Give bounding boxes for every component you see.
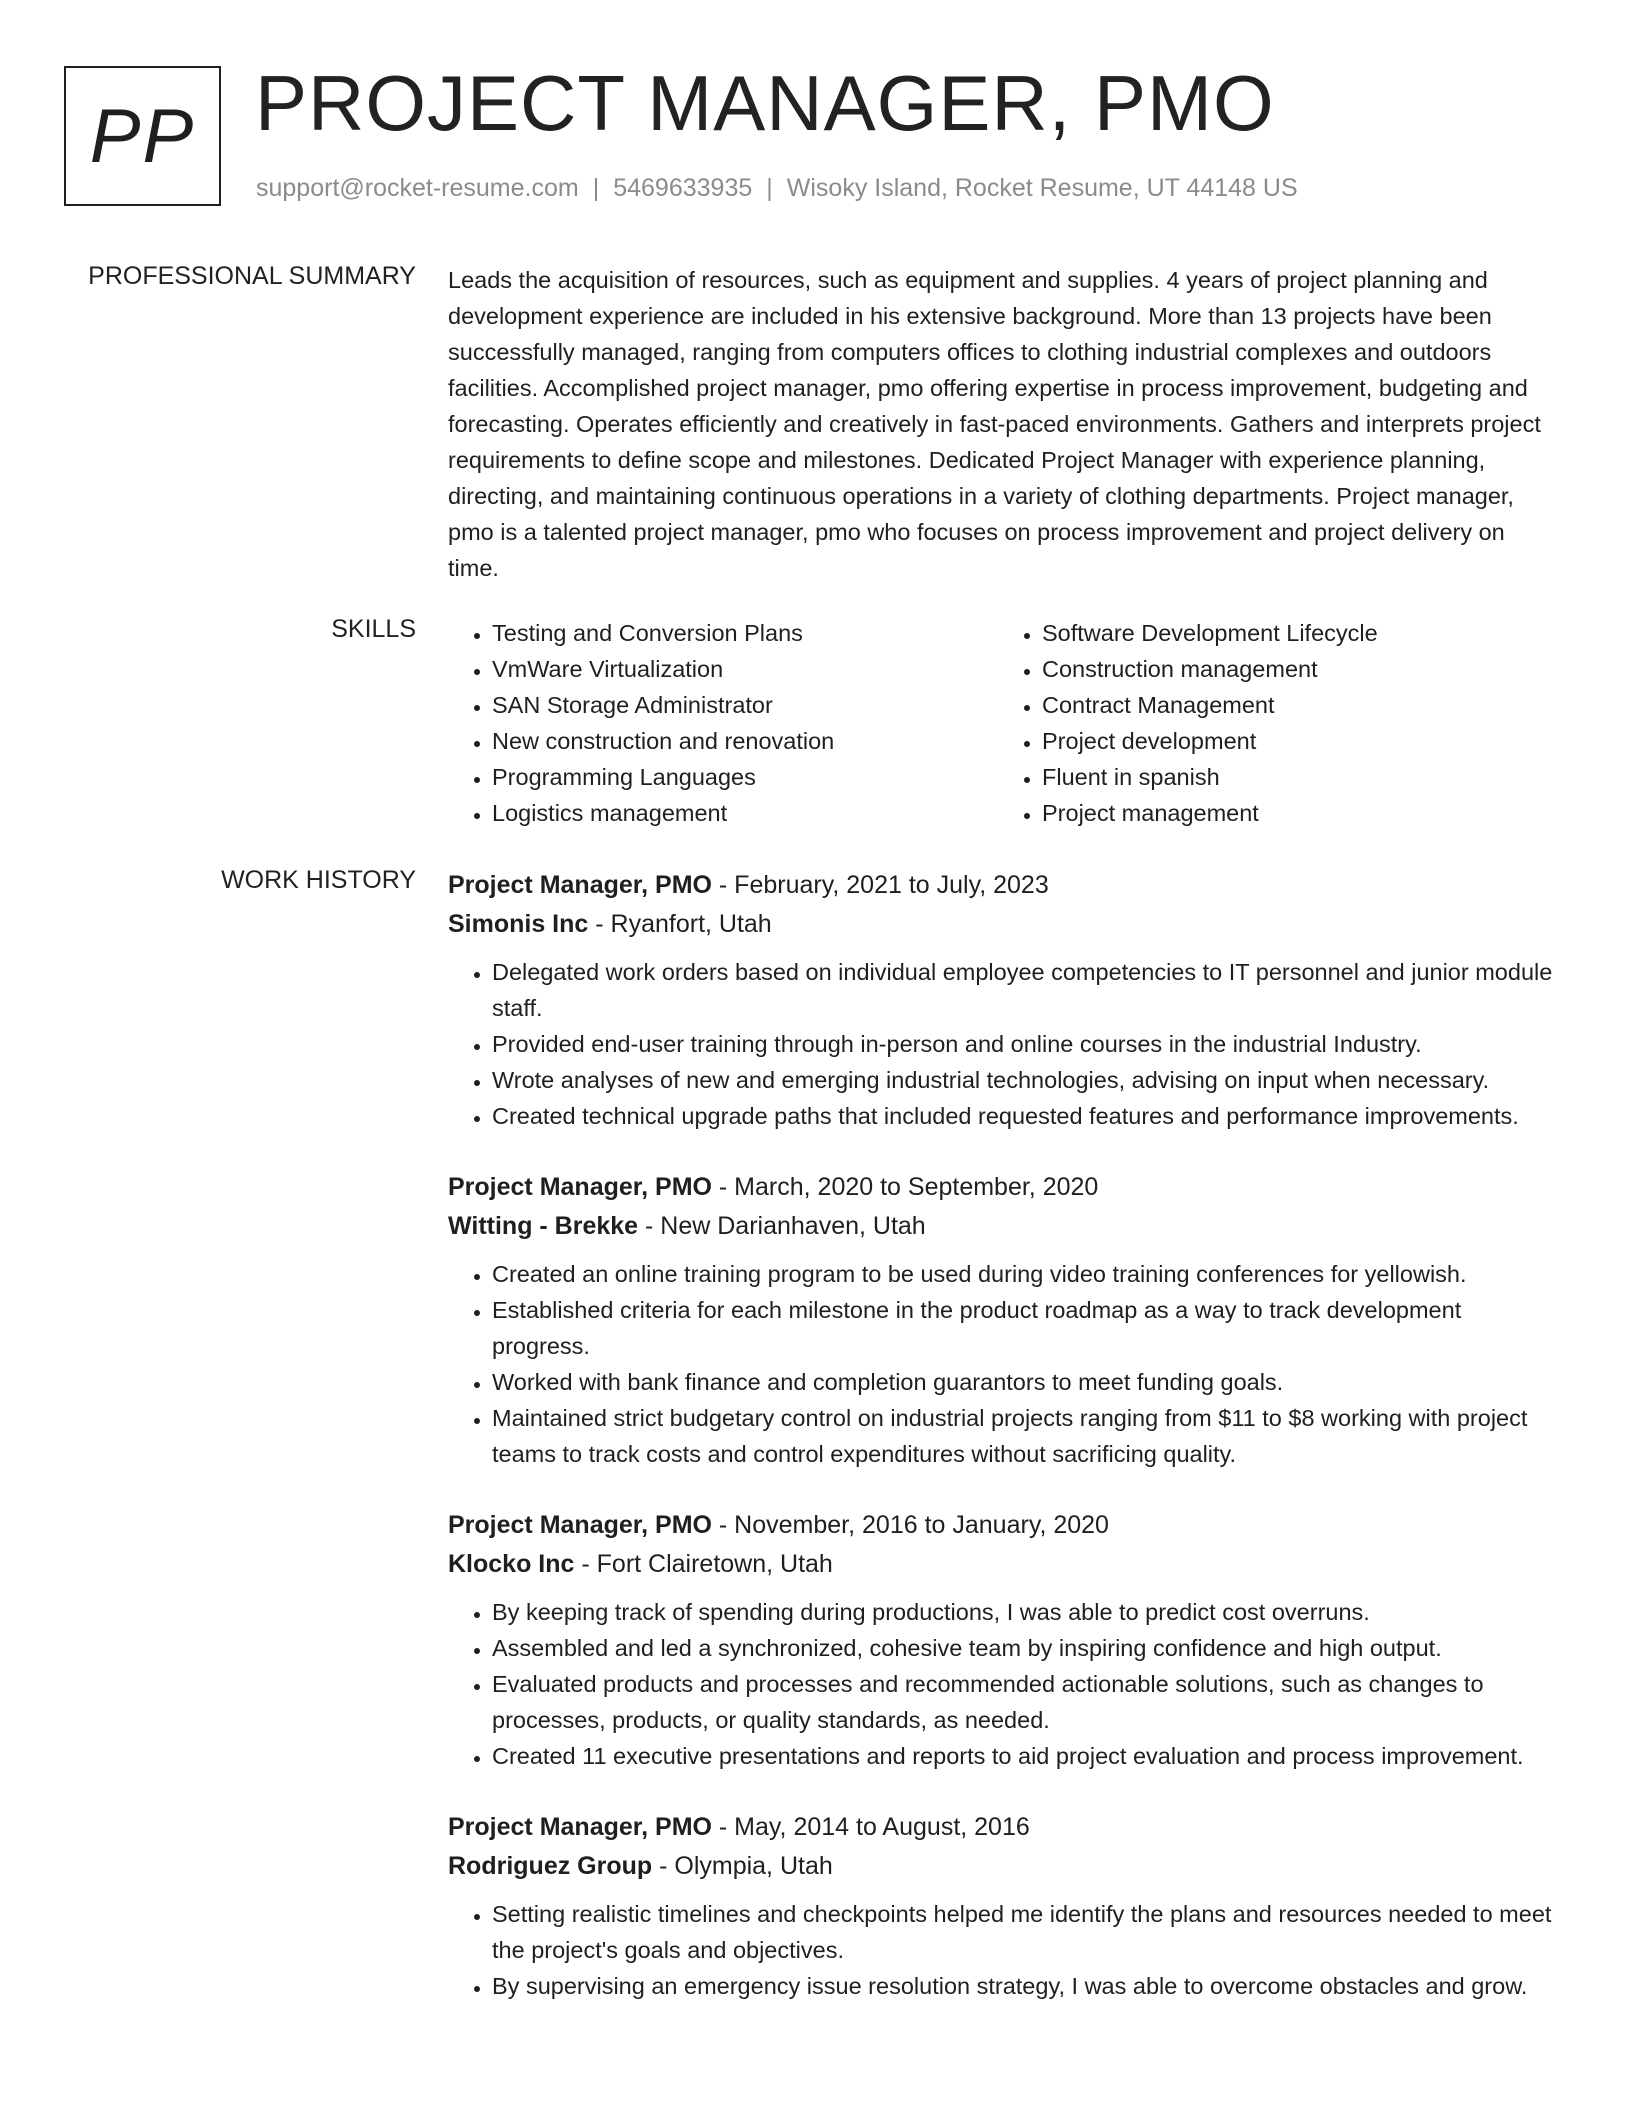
skill-item: • Software Development Lifecycle: [1042, 615, 1548, 651]
job-bullet: • By keeping track of spending during productions, I was able to predict cost overruns.: [492, 1594, 1560, 1630]
job-company-line: [448, 1545, 1560, 1584]
skill-item: • Testing and Conversion Plans: [492, 615, 998, 651]
job-entry: [448, 866, 1560, 1134]
contact-separator: |: [592, 174, 600, 202]
job-bullet-list: [448, 1896, 1560, 2004]
job-role: Project Manager, PMO: [448, 1511, 712, 1539]
job-entry: [448, 1506, 1560, 1774]
skill-item: • SAN Storage Administrator: [492, 687, 998, 723]
job-entry: [448, 1168, 1560, 1472]
job-location: - New Darianhaven, Utah: [638, 1212, 926, 1240]
contact-phone: 5469633935: [613, 174, 753, 202]
job-bullet: • Worked with bank finance and completion guarantors to meet funding goals.: [492, 1364, 1560, 1400]
skill-item: • Fluent in spanish: [1042, 759, 1548, 795]
skill-item: • Contract Management: [1042, 687, 1548, 723]
job-bullet: • Created 11 executive presentations and reports to aid project evaluation and process improvement.: [492, 1738, 1560, 1774]
job-bullet: • Established criteria for each milestone in the product roadmap as a way to track development progress.: [492, 1292, 1560, 1364]
contact-separator: |: [766, 174, 773, 202]
skill-item: • Programming Languages: [492, 759, 998, 795]
job-bullet: • Created technical upgrade paths that included requested features and performance improvements.: [492, 1098, 1560, 1134]
job-bullet: • Delegated work orders based on individual employee competencies to IT personnel and junior module staff.: [492, 954, 1560, 1026]
contact-line: [256, 174, 1298, 203]
job-bullet: • Setting realistic timelines and checkpoints helped me identify the plans and resources needed to meet the project's goals and objectives.: [492, 1896, 1560, 1968]
job-bullet-list: [448, 954, 1560, 1134]
job-company-line: [448, 1847, 1560, 1886]
job-company: Rodriguez Group: [448, 1852, 653, 1880]
job-dates: - March, 2020 to September, 2020: [711, 1173, 1099, 1201]
job-bullet-list: [448, 1256, 1560, 1472]
job-location: - Olympia, Utah: [652, 1852, 833, 1880]
job-role: Project Manager, PMO: [448, 1173, 712, 1201]
job-title-line: [448, 866, 1560, 905]
summary-body: [448, 262, 1560, 586]
job-bullet-list: [448, 1594, 1560, 1774]
job-company: Witting - Brekke: [448, 1212, 639, 1240]
job-dates: - February, 2021 to July, 2023: [711, 871, 1049, 899]
job-bullet: • Provided end-user training through in-person and online courses in the industrial Industry.: [492, 1026, 1560, 1062]
job-company: Simonis Inc: [448, 910, 589, 938]
job-company: Klocko Inc: [448, 1550, 575, 1578]
summary-text: Leads the acquisition of resources, such as equipment and supplies. 4 years of project planning and development experience are included in his extensive background. More than 13 projects have been successfully managed, ranging from computers offices to clothing industrial complexes and outdoors facilities. Accomplished project manager, pmo offering expertise in process improvement, budgeting and forecasting. Operates efficiently and creatively in fast-paced environments. Gathers and interprets project requirements to define scope and milestones. Dedicated Project Manager with experience planning, directing, and maintaining continuous operations in a variety of clothing departments. Project manager, pmo is a talented project manager, pmo who focuses on process improvement and project delivery on time.: [448, 267, 1541, 581]
job-title-line: [448, 1808, 1560, 1847]
job-bullet: • Assembled and led a synchronized, cohesive team by inspiring confidence and high output.: [492, 1630, 1560, 1666]
skills-list-right: [998, 615, 1548, 831]
job-dates: - November, 2016 to January, 2020: [711, 1511, 1109, 1539]
skill-item: • Logistics management: [492, 795, 998, 831]
job-entry: [448, 1808, 1560, 2004]
skill-item: • Project management: [1042, 795, 1548, 831]
job-title-line: [448, 1506, 1560, 1545]
job-bullet: • Evaluated products and processes and recommended actionable solutions, such as changes to processes, products, or quality standards, as needed.: [492, 1666, 1560, 1738]
section-title-summary: PROFESSIONAL SUMMARY: [88, 262, 416, 290]
page-title: PROJECT MANAGER, PMO: [255, 59, 1275, 147]
contact-email[interactable]: support@rocket-resume.com: [256, 174, 579, 202]
skills-list-left: [448, 615, 998, 831]
job-bullet: • By supervising an emergency issue resolution strategy, I was able to overcome obstacles and grow.: [492, 1968, 1560, 2004]
job-bullet: • Maintained strict budgetary control on industrial projects ranging from $11 to $8 working with project teams to track costs and control expenditures without sacrificing quality.: [492, 1400, 1560, 1472]
skill-item: • Construction management: [1042, 651, 1548, 687]
contact-address: Wisoky Island, Rocket Resume, UT 44148 US: [786, 174, 1298, 202]
section-title-skills: SKILLS: [331, 615, 416, 643]
job-location: - Ryanfort, Utah: [588, 910, 772, 938]
job-role: Project Manager, PMO: [448, 1813, 712, 1841]
job-title-line: [448, 1168, 1560, 1207]
job-dates: - May, 2014 to August, 2016: [711, 1813, 1030, 1841]
skills-body: [448, 615, 1560, 831]
monogram-logo: PP: [64, 66, 221, 206]
job-bullet: • Created an online training program to be used during video training conferences for yellowish.: [492, 1256, 1560, 1292]
work-history-body: [448, 866, 1560, 2038]
job-company-line: [448, 1207, 1560, 1246]
skill-item: • VmWare Virtualization: [492, 651, 998, 687]
job-location: - Fort Clairetown, Utah: [574, 1550, 833, 1578]
skill-item: • New construction and renovation: [492, 723, 998, 759]
job-bullet: • Wrote analyses of new and emerging industrial technologies, advising on input when necessary.: [492, 1062, 1560, 1098]
job-company-line: [448, 905, 1560, 944]
section-title-work-history: WORK HISTORY: [221, 866, 416, 894]
skill-item: • Project development: [1042, 723, 1548, 759]
job-role: Project Manager, PMO: [448, 871, 712, 899]
